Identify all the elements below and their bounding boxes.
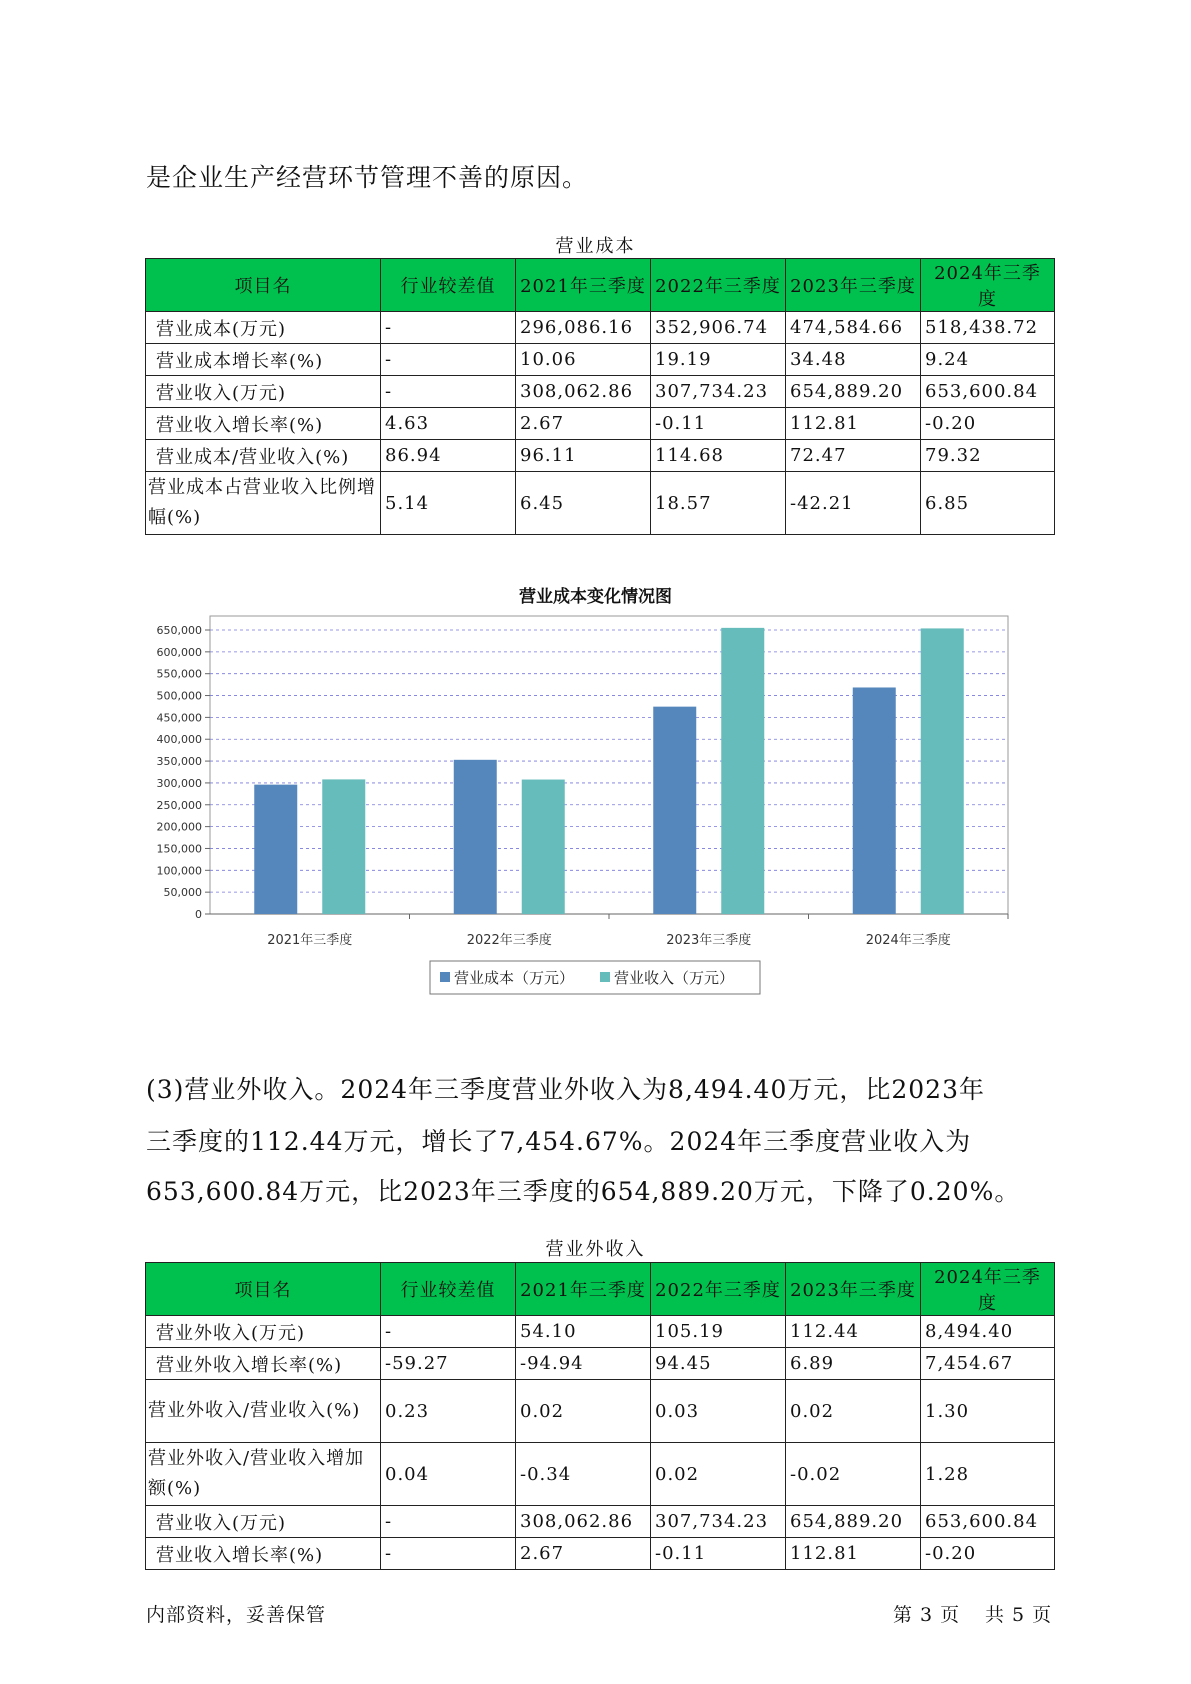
table-cell: 105.19 [651,1316,786,1348]
table-cell: 2.67 [516,1538,651,1570]
table-cell: 114.68 [651,440,786,472]
table-cell: -0.20 [921,1538,1055,1570]
table-cell: -0.02 [786,1443,921,1506]
table-cell: 296,086.16 [516,312,651,344]
table-cell: 72.47 [786,440,921,472]
column-header: 2023年三季度 [786,1263,921,1316]
table-cell: 94.45 [651,1348,786,1380]
table-cell: 0.02 [516,1380,651,1443]
table-cell: 54.10 [516,1316,651,1348]
table-cell: - [381,1506,516,1538]
bar-revenue [522,780,565,914]
table-row [146,1380,1055,1443]
table-cell: -42.21 [786,472,921,535]
table-cell: 1.28 [921,1443,1055,1506]
intro-line: 是企业生产经营环节管理不善的原因。 [146,163,589,192]
table2-caption: 营业外收入 [545,1239,646,1260]
table-cell: -94.94 [516,1348,651,1380]
table-cell: 79.32 [921,440,1055,472]
table-cell: -0.11 [651,1538,786,1570]
table-cell: 518,438.72 [921,312,1055,344]
table-cell: - [381,376,516,408]
table-cell: 112.81 [786,408,921,440]
table-cell: - [381,1538,516,1570]
table-cell: 0.02 [651,1443,786,1506]
table-cell: 0.03 [651,1380,786,1443]
x-tick-label: 2022年三季度 [466,933,552,948]
table-cell: 10.06 [516,344,651,376]
table-cell: - [381,1316,516,1348]
table-cell: 1.30 [921,1380,1055,1443]
table-cell: -0.11 [651,408,786,440]
table-cell: 9.24 [921,344,1055,376]
bar-cost [853,687,896,914]
cost-bar-chart [150,612,1030,1022]
table-row [146,376,1055,408]
y-tick-label: 50,000 [163,886,202,900]
y-tick-label: 350,000 [156,755,202,769]
table-row [146,344,1055,376]
column-header: 2022年三季度 [651,1263,786,1316]
table-cell: 18.57 [651,472,786,535]
table-cell: 653,600.84 [921,1506,1055,1538]
legend-swatch [600,972,610,982]
table-cell: 352,906.74 [651,312,786,344]
table1-caption: 营业成本 [555,236,636,257]
table-cell: - [381,312,516,344]
bar-revenue [322,779,365,914]
y-tick-label: 550,000 [156,667,202,681]
table-cell: 34.48 [786,344,921,376]
bar-cost [653,707,696,914]
table-cell: 307,734.23 [651,1506,786,1538]
y-tick-label: 450,000 [156,711,202,725]
table-row [146,1443,1055,1506]
row-label: 营业收入(万元) [146,376,381,408]
y-tick-label: 400,000 [156,733,202,747]
x-tick-label: 2023年三季度 [666,933,752,948]
x-tick-label: 2021年三季度 [267,933,353,948]
para3-line1: (3)营业外收入。2024年三季度营业外收入为8,494.40万元，比2023年 [146,1075,985,1104]
bar-revenue [721,628,764,914]
bar-cost [454,760,497,914]
table-cell: -0.34 [516,1443,651,1506]
bar-cost [254,785,297,914]
y-tick-label: 300,000 [156,776,202,790]
table-cell: -59.27 [381,1348,516,1380]
table-cell: 7,454.67 [921,1348,1055,1380]
table-cell: 96.11 [516,440,651,472]
column-header: 项目名 [146,259,381,312]
y-tick-label: 650,000 [156,624,202,637]
y-tick-label: 100,000 [156,864,202,878]
table-cell: 2.67 [516,408,651,440]
table-cell: 112.44 [786,1316,921,1348]
x-tick-label: 2024年三季度 [865,933,951,948]
legend-swatch [440,972,450,982]
table-cell: 6.45 [516,472,651,535]
column-header: 项目名 [146,1263,381,1316]
table-cell: 308,062.86 [516,376,651,408]
column-header: 2023年三季度 [786,259,921,312]
para3-line2: 三季度的112.44万元，增长了7,454.67%。2024年三季度营业收入为 [146,1127,972,1156]
table-cell: 654,889.20 [786,376,921,408]
y-tick-label: 500,000 [156,689,202,703]
column-header: 行业较差值 [381,1263,516,1316]
table-row [146,408,1055,440]
non-operating-income-table [145,1262,1055,1570]
column-header: 2022年三季度 [651,259,786,312]
cost-table [145,258,1055,535]
row-label: 营业外收入/营业收入增加额(%) [146,1443,381,1506]
table-cell: 307,734.23 [651,376,786,408]
row-label: 营业外收入(万元) [146,1316,381,1348]
table-row [146,1538,1055,1570]
page-total: 共 5 页 [985,1604,1053,1626]
row-label: 营业成本/营业收入(%) [146,440,381,472]
table-cell: 6.89 [786,1348,921,1380]
row-label: 营业成本增长率(%) [146,344,381,376]
table-cell: 308,062.86 [516,1506,651,1538]
y-tick-label: 150,000 [156,842,202,856]
table-row [146,312,1055,344]
column-header: 2021年三季度 [516,259,651,312]
table-cell: 112.81 [786,1538,921,1570]
bar-revenue [921,628,964,914]
footer-note: 内部资料，妥善保管 [146,1604,327,1626]
table-row [146,1348,1055,1380]
table-cell: 653,600.84 [921,376,1055,408]
table-row [146,472,1055,535]
page-number: 第 3 页 [893,1604,961,1626]
table-cell: 19.19 [651,344,786,376]
table-cell: 8,494.40 [921,1316,1055,1348]
y-tick-label: 200,000 [156,820,202,834]
table-row [146,440,1055,472]
row-label: 营业收入增长率(%) [146,1538,381,1570]
table-cell: 86.94 [381,440,516,472]
table-cell: 5.14 [381,472,516,535]
row-label: 营业成本(万元) [146,312,381,344]
table-row [146,1316,1055,1348]
table-cell: 0.02 [786,1380,921,1443]
row-label: 营业成本占营业收入比例增幅(%) [146,472,381,535]
y-tick-label: 600,000 [156,645,202,659]
table-cell: 474,584.66 [786,312,921,344]
table-cell: -0.20 [921,408,1055,440]
column-header: 2024年三季度 [921,259,1055,312]
table-cell: - [381,344,516,376]
table-cell: 0.23 [381,1380,516,1443]
row-label: 营业收入增长率(%) [146,408,381,440]
row-label: 营业收入(万元) [146,1506,381,1538]
y-tick-label: 250,000 [156,798,202,812]
table-cell: 4.63 [381,408,516,440]
table-cell: 0.04 [381,1443,516,1506]
para3-line3: 653,600.84万元，比2023年三季度的654,889.20万元，下降了0.20%。 [146,1177,1021,1206]
row-label: 营业外收入/营业收入(%) [146,1380,381,1443]
table-cell: 654,889.20 [786,1506,921,1538]
legend-label: 营业成本（万元） [454,969,575,987]
y-tick-label: 0 [195,908,202,921]
row-label: 营业外收入增长率(%) [146,1348,381,1380]
legend-label: 营业收入（万元） [614,969,735,987]
table-row [146,1506,1055,1538]
table-cell: 6.85 [921,472,1055,535]
column-header: 行业较差值 [381,259,516,312]
chart-title: 营业成本变化情况图 [519,587,672,607]
column-header: 2021年三季度 [516,1263,651,1316]
column-header: 2024年三季度 [921,1263,1055,1316]
